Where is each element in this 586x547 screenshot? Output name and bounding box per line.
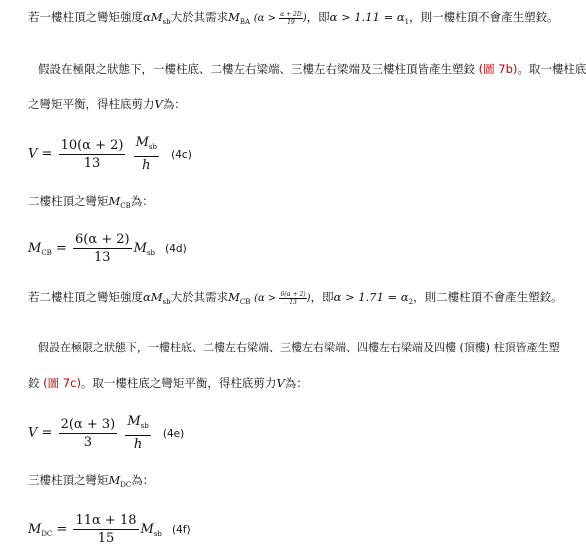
threshold: $\alpha > 1.11 = \alpha_1$ bbox=[329, 10, 410, 26]
paragraph-mechanism-7c: 假設在極限之狀態下，一樓柱底、二樓左右梁端、三樓左右梁端、四樓左右梁端及四樓 (頂樓) 柱頂皆產生塑 bbox=[38, 341, 560, 354]
strength-symbol: $\alpha M_{sb}$ bbox=[143, 10, 171, 26]
demand-symbol: $M_{BA}$ bbox=[228, 10, 251, 26]
paragraph-floor2-moment: 二樓柱頂之彎矩$M_{CB}$為： bbox=[28, 194, 154, 210]
equation-tag: (4c) bbox=[171, 148, 192, 161]
equation-tag: (4d) bbox=[165, 243, 187, 255]
shear-symbol: V bbox=[154, 97, 163, 111]
text: 大於其需求 bbox=[170, 10, 229, 24]
condition: (α > $\frac{\alpha + 2D}{19}$ ) bbox=[253, 11, 307, 26]
paragraph-floor3-moment: 三樓柱頂之彎矩$M_{DC}$為： bbox=[28, 473, 155, 489]
paragraph-floor2-top-condition: 若二樓柱頂之彎矩強度$\alpha M_{sb}$大於其需求$M_{CB}$ (α > $\frac{6(\alpha + 2)}{13}$ )，即$\alpha > 1.71 = \alpha_2$，則二樓柱頂不會產生塑鉸。 bbox=[28, 290, 563, 306]
equation-4e: V = $\frac{2(\alpha + 3)}{3}$ $\frac{M_{sb}}{h}$ (4e) bbox=[28, 414, 185, 452]
equation-4f: $M_{DC}$ = $\frac{11\alpha + 18}{15}$ $M_{sb}$ (4f) bbox=[28, 513, 191, 546]
text: ，則一樓柱頂不會產生塑鉸。 bbox=[409, 10, 559, 24]
figure-ref-7b[interactable]: (圖 7b) bbox=[478, 62, 518, 76]
equation-tag: (4f) bbox=[172, 524, 191, 536]
paragraph-shear-equilibrium: 之彎矩平衡，得柱底剪力V為： bbox=[28, 97, 186, 111]
figure-ref-7c[interactable]: (圖 7c) bbox=[43, 376, 81, 390]
paragraph-floor1-top-condition bbox=[28, 9, 559, 30]
paragraph-mechanism-7b: 假設在極限之狀態下，一樓柱底、二樓左右梁端、三樓左右梁端及三樓柱頂皆產生塑鉸 (圖 7b)。取一樓柱底 bbox=[38, 62, 586, 76]
text: ，即 bbox=[306, 10, 330, 24]
equation-4d: $M_{CB}$ = $\frac{6(\alpha + 2)}{13}$ $M_{sb}$ (4d) bbox=[28, 232, 187, 265]
paragraph-shear-equilibrium-2: 鉸 (圖 7c)。取一樓柱底之彎矩平衡，得柱底剪力V為： bbox=[28, 376, 308, 390]
text: 若一樓柱頂之彎矩強度 bbox=[28, 10, 143, 24]
equation-4c: V = $\frac{10(\alpha + 2)}{13}$ $\frac{M_{sb}}{h}$ (4c) bbox=[28, 135, 192, 173]
equation-tag: (4e) bbox=[162, 427, 185, 440]
